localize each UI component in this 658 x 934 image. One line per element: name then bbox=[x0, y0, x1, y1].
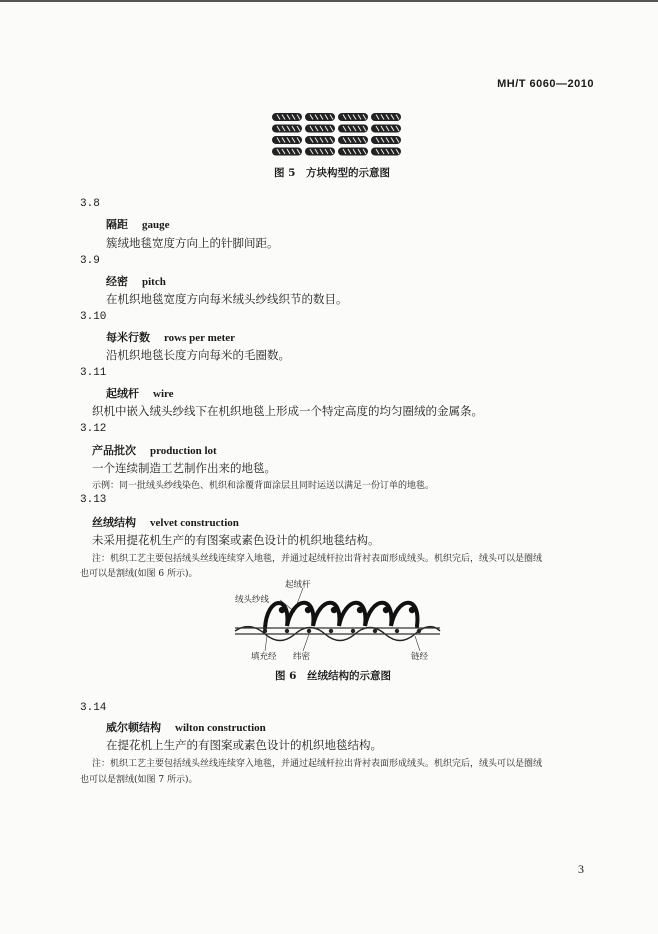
page-number: 3 bbox=[578, 862, 584, 876]
page-top-border bbox=[0, 0, 658, 18]
clause-number: 3.13 bbox=[80, 494, 107, 506]
label-stuffer-warp: 填充经 bbox=[251, 652, 277, 662]
weft-dot bbox=[395, 629, 399, 633]
note-line: 也可以是割绒(如图 7 所示)。 bbox=[80, 775, 198, 785]
term-en: wire bbox=[153, 388, 174, 400]
term-cn: 起绒杆 bbox=[106, 387, 139, 400]
term-heading bbox=[106, 719, 266, 735]
figure-6-caption: 图 6 丝绒结构的示意图 bbox=[275, 670, 391, 682]
block-unit bbox=[371, 148, 401, 156]
label-wire: 起绒杆 bbox=[285, 580, 311, 590]
term-heading bbox=[92, 442, 217, 458]
leader-line bbox=[415, 636, 420, 651]
term-heading bbox=[106, 385, 174, 401]
label-pile-yarn: 绒头纱线 bbox=[235, 595, 270, 605]
clause-number: 3.10 bbox=[80, 311, 107, 323]
clause-number: 3.8 bbox=[80, 198, 100, 210]
term-cn: 产品批次 bbox=[92, 444, 136, 457]
label-weft: 纬密 bbox=[293, 652, 311, 662]
note-line: 也可以是割绒(如图 6 所示)。 bbox=[80, 569, 198, 579]
clause-number: 3.14 bbox=[80, 702, 107, 714]
note-line: 注：机织工艺主要包括绒头丝线连续穿入地毯，并通过起绒杆拉出背衬表面形成绒头。机织完后，绒头可以是圈绒 bbox=[92, 759, 543, 769]
block-unit bbox=[371, 125, 401, 133]
block-unit bbox=[338, 148, 368, 156]
term-en: gauge bbox=[142, 219, 170, 231]
term-definition: 一个连续制造工艺制作出来的地毯。 bbox=[92, 461, 276, 475]
term-cn: 威尔顿结构 bbox=[106, 721, 161, 734]
block-unit bbox=[338, 113, 368, 121]
term-definition: 未采用提花机生产的有图案或素色设计的机织地毯结构。 bbox=[92, 533, 380, 547]
standard-code: MH/T 6060—2010 bbox=[497, 78, 594, 90]
block-unit bbox=[338, 125, 368, 133]
term-heading bbox=[106, 216, 170, 232]
term-definition: 织机中嵌入绒头纱线下在机织地毯上形成一个特定高度的均匀圈绒的金属条。 bbox=[92, 404, 483, 418]
figure-5-caption: 图 5 方块构型的示意图 bbox=[274, 167, 390, 179]
label-chain-warp: 链经 bbox=[411, 652, 429, 662]
block-unit bbox=[305, 113, 335, 121]
term-en: wilton construction bbox=[175, 722, 266, 734]
term-cn: 每米行数 bbox=[106, 331, 150, 344]
block-unit bbox=[305, 136, 335, 144]
clause-number: 3.9 bbox=[80, 255, 100, 267]
clause-number: 3.12 bbox=[80, 423, 107, 435]
term-en: velvet construction bbox=[150, 517, 239, 529]
term-definition: 沿机织地毯长度方向每米的毛圈数。 bbox=[106, 348, 290, 362]
leader-line bbox=[265, 636, 267, 651]
block-unit bbox=[272, 148, 302, 156]
term-cn: 经密 bbox=[106, 275, 128, 288]
term-en: rows per meter bbox=[164, 332, 236, 344]
weft-dot bbox=[307, 629, 311, 633]
term-en: production lot bbox=[150, 445, 217, 457]
term-definition: 在提花机上生产的有图案或素色设计的机织地毯结构。 bbox=[106, 738, 382, 752]
term-heading bbox=[106, 273, 166, 289]
term-heading bbox=[92, 514, 239, 530]
example-note: 示例：同一批绒头纱线染色、机织和涂覆背面涂层且同时运送以满足一份订单的地毯。 bbox=[92, 481, 435, 491]
block-unit bbox=[272, 125, 302, 133]
weft-dot bbox=[285, 629, 289, 633]
term-cn: 隔距 bbox=[106, 218, 128, 231]
block-unit bbox=[338, 136, 368, 144]
term-definition: 在机织地毯宽度方向每米绒头纱线织节的数目。 bbox=[106, 292, 348, 306]
note-line: 注：机织工艺主要包括绒头丝线连续穿入地毯，并通过起绒杆拉出背衬表面形成绒头。机织完后，绒头可以是圈绒 bbox=[92, 554, 543, 564]
clause-number: 3.11 bbox=[80, 367, 107, 379]
term-en: pitch bbox=[142, 276, 166, 288]
block-unit bbox=[371, 136, 401, 144]
block-unit bbox=[272, 136, 302, 144]
term-definition: 簇绒地毯宽度方向上的针脚间距。 bbox=[106, 236, 279, 250]
block-unit bbox=[305, 125, 335, 133]
block-unit bbox=[272, 113, 302, 121]
weft-dot bbox=[351, 629, 355, 633]
block-unit bbox=[305, 148, 335, 156]
weft-dot bbox=[329, 629, 333, 633]
leader-line bbox=[303, 634, 309, 651]
figure-5-block-diagram bbox=[270, 110, 405, 160]
figure-6-velvet-diagram bbox=[225, 576, 450, 666]
block-unit bbox=[371, 113, 401, 121]
term-heading bbox=[106, 329, 235, 345]
term-cn: 丝绒结构 bbox=[92, 516, 136, 529]
